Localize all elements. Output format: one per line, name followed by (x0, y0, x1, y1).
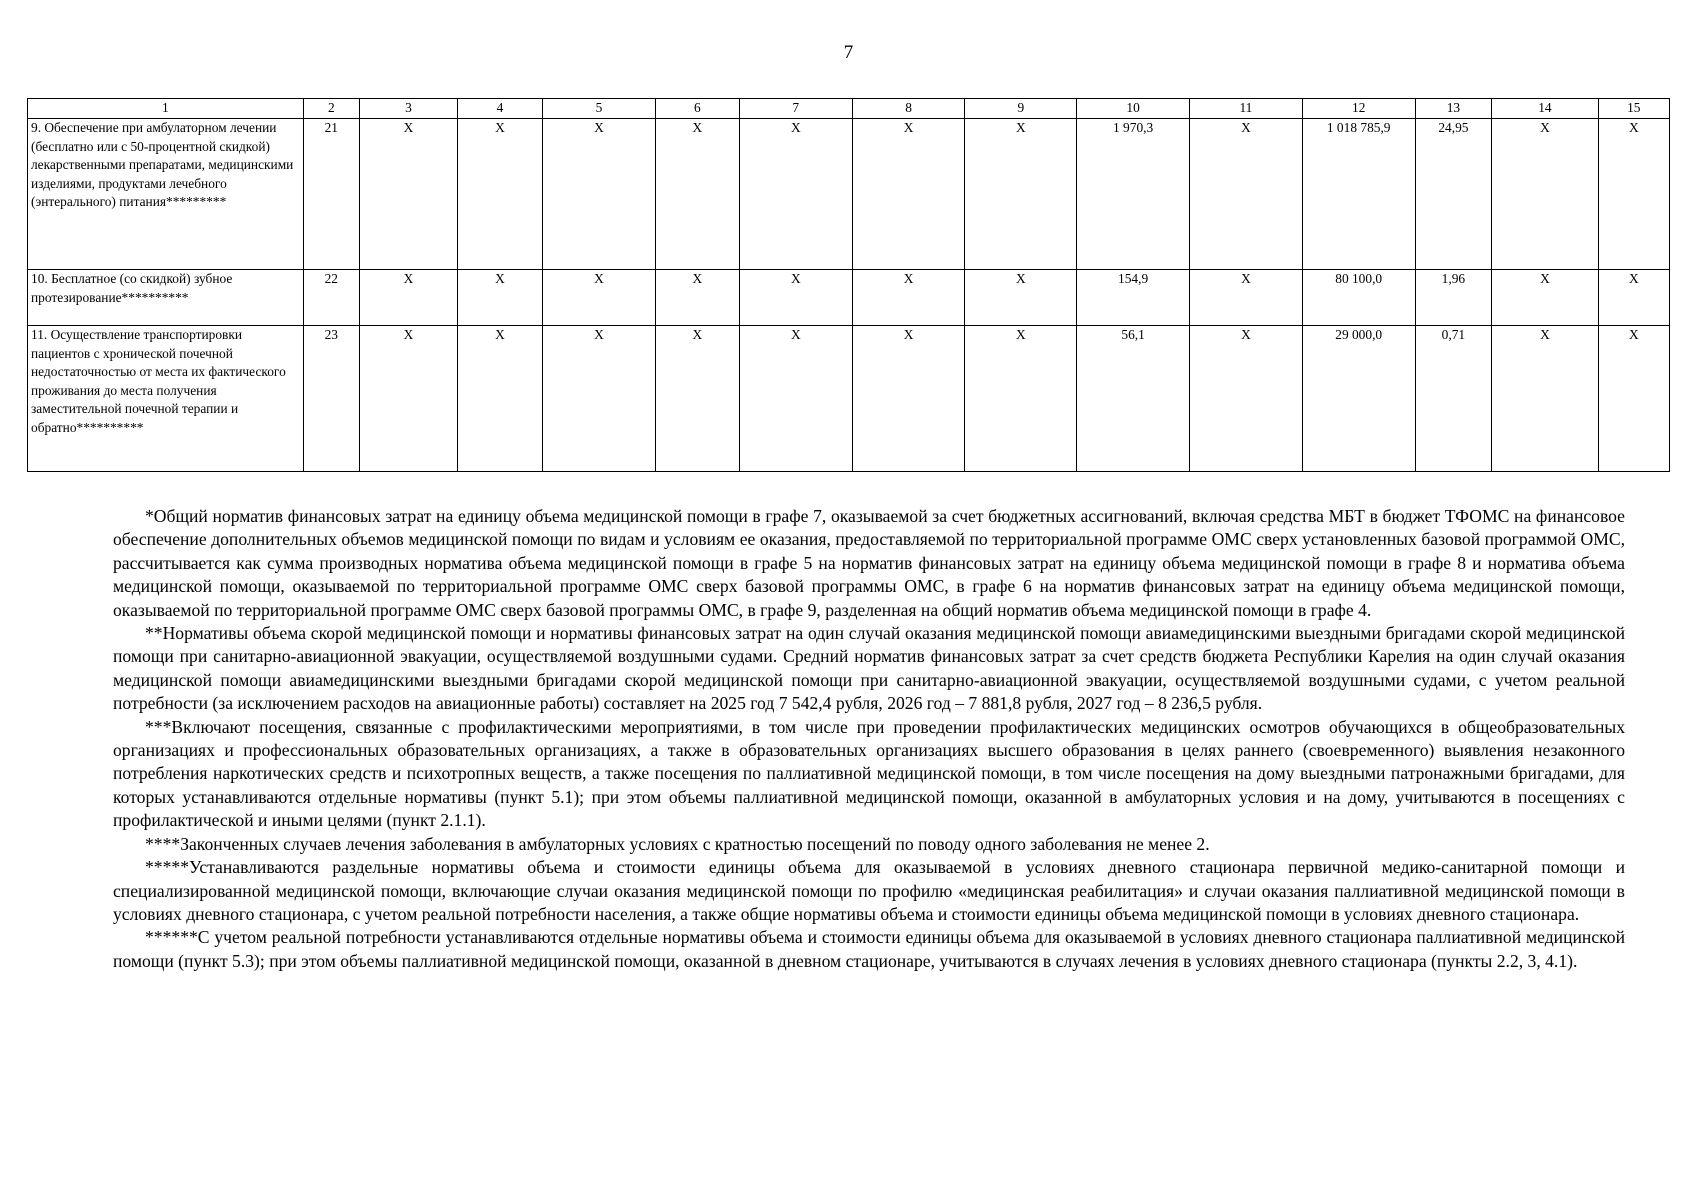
row-name: 11. Осуществление транспортировки пациентов с хронической почечной недостаточностью от места их фактического проживания до места получения заместительной почечной терапии и обратно********** (28, 326, 304, 472)
page-number: 7 (843, 42, 854, 63)
table-cell: X (543, 270, 656, 326)
footnote: ****Законченных случаев лечения заболевания в амбулаторных условиях с кратностью посещений по поводу одного заболевания не менее 2. (145, 833, 1210, 854)
table-cell: 23 (303, 326, 359, 472)
table-cell: X (1492, 270, 1598, 326)
table-cell: 29 000,0 (1302, 326, 1415, 472)
column-header: 2 (303, 99, 359, 119)
table-row (28, 270, 1670, 326)
table-cell: 80 100,0 (1302, 270, 1415, 326)
column-header: 12 (1302, 99, 1415, 119)
table-cell: X (1598, 326, 1669, 472)
table-cell: 1 970,3 (1077, 119, 1190, 270)
table-cell: X (655, 270, 739, 326)
table-cell: 1 018 785,9 (1302, 119, 1415, 270)
column-header: 14 (1492, 99, 1598, 119)
table-cell: 1,96 (1415, 270, 1492, 326)
table-cell: X (852, 270, 965, 326)
column-header: 6 (655, 99, 739, 119)
table-cell: X (543, 119, 656, 270)
table-cell: 21 (303, 119, 359, 270)
column-header: 13 (1415, 99, 1492, 119)
table-cell: X (655, 326, 739, 472)
row-name: 9. Обеспечение при амбулаторном лечении (бесплатно или с 50-процентной скидкой) лекарственными препаратами, медицинскими изделиями, продуктами лечебного (энтерального) питания********* (28, 119, 304, 270)
column-number-row (28, 99, 1670, 119)
table-cell: X (1492, 119, 1598, 270)
table-cell: X (965, 270, 1077, 326)
table-cell: X (965, 119, 1077, 270)
column-header: 3 (360, 99, 458, 119)
column-header: 15 (1598, 99, 1669, 119)
table-cell: X (739, 270, 852, 326)
column-header: 7 (739, 99, 852, 119)
table-cell: 56,1 (1077, 326, 1190, 472)
table-cell: X (360, 119, 458, 270)
column-header: 5 (543, 99, 656, 119)
table-cell: X (852, 326, 965, 472)
table-cell: X (543, 326, 656, 472)
footnotes (113, 505, 1625, 973)
table-cell: X (1598, 270, 1669, 326)
table-cell: 24,95 (1415, 119, 1492, 270)
table-cell: X (739, 119, 852, 270)
column-header: 8 (852, 99, 965, 119)
row-name: 10. Бесплатное (со скидкой) зубное протезирование********** (28, 270, 304, 326)
table-cell: 154,9 (1077, 270, 1190, 326)
table-row (28, 326, 1670, 472)
column-header: 4 (457, 99, 542, 119)
footnote: *Общий норматив финансовых затрат на единицу объема медицинской помощи в графе 7, оказываемой за счет бюджетных ассигнований, включая средства МБТ в бюджет ТФОМС на финансовое обеспечение дополнительных объемов медицинской помощи по видам и условиям ее оказания, предоставляемой по территориальной программе ОМС сверх установленных базовой программой ОМС, рассчитывается как сумма производных норматива объема медицинской помощи в графе 5 на норматив финансовых затрат на единицу объема медицинской помощи в графе 8 и норматива объема медицинской помощи, оказываемой по территориальной программе ОМС сверх базовой программы ОМС, в графе 6 на норматив финансовых затрат на единицу объема медицинской помощи, оказываемой по территориальной программе ОМС сверх базовой программы ОМС, в графе 9, разделенная на общий норматив объема медицинской помощи в графе 4. (113, 506, 1625, 620)
table-cell: X (360, 326, 458, 472)
table-cell: X (457, 270, 542, 326)
footnote: *****Устанавливаются раздельные нормативы объема и стоимости единицы объема для оказываемой в условиях дневного стационара первичной медико-санитарной помощи и специализированной медицинской помощи, включающие случаи оказания медицинской помощи по профилю «медицинская реабилитация» и случаи оказания паллиативной медицинской помощи в условиях дневного стационара, с учетом реальной потребности населения, а также общие нормативы объема и стоимости единицы объема медицинской помощи в условиях дневного стационара. (113, 857, 1625, 924)
column-header: 11 (1190, 99, 1303, 119)
table-cell: X (852, 119, 965, 270)
table-cell: X (1190, 326, 1303, 472)
table-cell: X (965, 326, 1077, 472)
table-cell: 0,71 (1415, 326, 1492, 472)
column-header: 10 (1077, 99, 1190, 119)
table-cell: X (655, 119, 739, 270)
table-cell: X (1598, 119, 1669, 270)
table-cell: X (1190, 119, 1303, 270)
table-cell: X (1190, 270, 1303, 326)
footnote: ******С учетом реальной потребности устанавливаются отдельные нормативы объема и стоимости единицы объема для оказываемой в условиях дневного стационара паллиативной медицинской помощи (пункт 5.3); при этом объемы паллиативной медицинской помощи, оказанной в дневном стационаре, учитываются в случаях лечения в условиях дневного стационара (пункты 2.2, 3, 4.1). (113, 927, 1625, 971)
column-header: 9 (965, 99, 1077, 119)
footnote: ***Включают посещения, связанные с профилактическими мероприятиями, в том числе при проведении профилактических медицинских осмотров обучающихся в общеобразовательных организациях и профессиональных образовательных организациях, а также в образовательных организациях высшего образования в целях раннего (своевременного) выявления незаконного потребления наркотических средств и психотропных веществ, а также посещения по паллиативной медицинской помощи, в том числе посещения на дому выездными патронажными бригадами, для которых устанавливаются отдельные нормативы (пункт 5.1); при этом объемы паллиативной медицинской помощи, оказанной в амбулаторных условия и на дому, учитываются в посещениях с профилактической и иными целями (пункт 2.1.1). (113, 716, 1625, 831)
column-header: 1 (28, 99, 304, 119)
footnote: **Нормативы объема скорой медицинской помощи и нормативы финансовых затрат на один случай оказания медицинской помощи авиамедицинскими выездными бригадами скорой медицинской помощи при санитарно-авиационной эвакуации, осуществляемой воздушными судами. Средний норматив финансовых затрат за счет средств бюджета Республики Карелия на один случай оказания медицинской помощи авиамедицинскими выездными бригадами скорой медицинской помощи при санитарно-авиационной эвакуации, осуществляемой воздушными судами, с учетом реальной потребности (за исключением расходов на авиационные работы) составляет на 2025 год 7 542,4 рубля, 2026 год – 7 881,8 рубля, 2027 год – 8 236,5 рубля. (113, 623, 1625, 714)
table-row (28, 119, 1670, 270)
table-cell: X (457, 119, 542, 270)
table-cell: X (739, 326, 852, 472)
table-cell: X (360, 270, 458, 326)
norms-table (27, 98, 1670, 472)
table-cell: X (1492, 326, 1598, 472)
table-cell: 22 (303, 270, 359, 326)
table-cell: X (457, 326, 542, 472)
